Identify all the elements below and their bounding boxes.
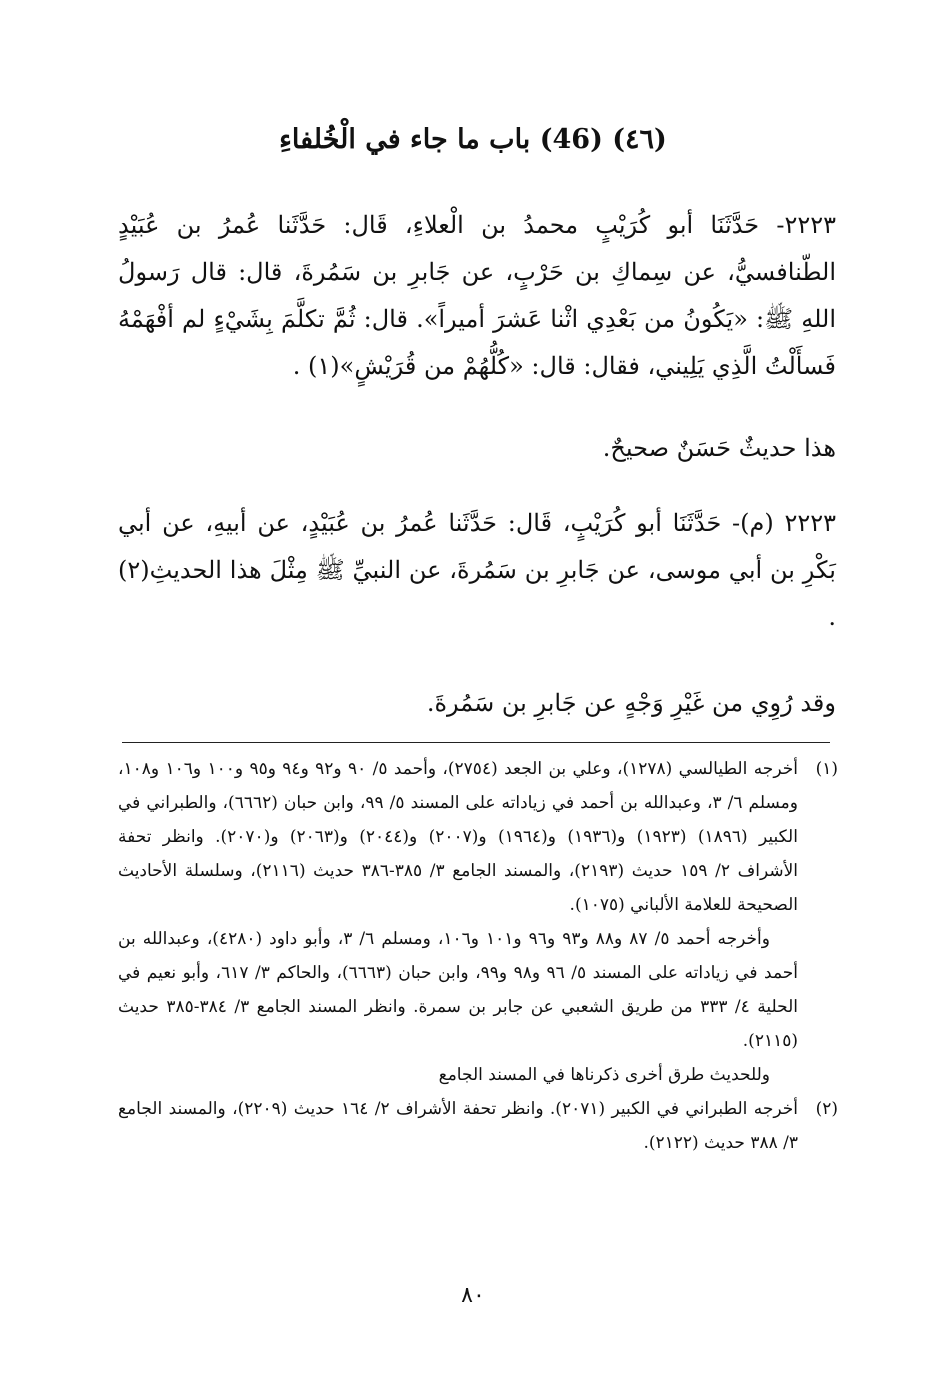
footnote-body <box>118 752 798 1092</box>
footnote-1 <box>118 752 838 1092</box>
chapter-title: (٤٦) (46) باب ما جاء في الْخُلفاءِ <box>279 124 667 155</box>
hadith-2223m-paragraph: ٢٢٢٣ (م)- حَدَّثَنَا أبو كُرَيْبٍ، قَال: حَدَّثَنا عُمرُ بن عُبَيْدٍ، عن أبيهِ، عن أبي بَكْرِ بن أبي موسى، عن جَابرِ بن سَمُرةَ، عن النبيِّ ﷺ مِثْلَ هذا الحديثِ(٢) . <box>118 509 836 631</box>
footnote-2 <box>118 1092 838 1160</box>
grading-paragraph: هذا حديثٌ حَسَنٌ صحيحٌ. <box>602 434 836 462</box>
hadith-2223-paragraph: ٢٢٢٣- حَدَّثَنَا أبو كُرَيْبٍ محمدُ بن الْعلاءِ، قَال: حَدَّثَنا عُمرُ بن عُبَيْدٍ الطّنافسيُّ، عن سِماكِ بن حَرْبٍ، عن جَابرِ بن سَمُرةَ، قال: قال رَسولُ اللهِ ﷺ: «يَكُونُ من بَعْدِي اثْنا عَشرَ أميراً». قال: ثُمَّ تكلَّمَ بِشَيْءٍ لم أفْهَمْهُ فَسأَلْتُ الَّذِي يَلِيني، فقال: قال: «كُلُّهُمْ من قُرَيْشٍ»(١) . <box>118 211 836 380</box>
footnote-number: (١) <box>815 759 838 779</box>
footnote-divider <box>122 742 830 743</box>
footnotes <box>118 752 838 1160</box>
footnote-line: أخرجه الطبراني في الكبير (٢٠٧١). وانظر تحفة الأشراف ٢/ ١٦٤ حديث (٢٢٠٩)، والمسند الجامع ٣/ ٣٨٨ حديث (٢١٢٢). <box>118 1099 799 1153</box>
footnote-line: أخرجه الطيالسي (١٢٧٨)، وعلي بن الجعد (٢٧٥٤)، وأحمد ٥/ ٩٠ و٩٢ و٩٤ و٩٥ و١٠٠ و١٠٦ و١٠٨، ومسلم ٦/ ٣، وعبدالله بن أحمد في زياداته على المسند ٥/ ٩٩، وابن حبان (٦٦٦٢)، والطبراني في الكبير (١٨٩٦) (١٩٢٣) و(١٩٣٦) و(١٩٦٤) و(٢٠٠٧) و(٢٠٤٤) و(٢٠٦٣) و(٢٠٧٠). وانظر تحفة الأشراف ٢/ ١٥٩ حديث (٢١٩٣)، والمسند الجامع ٣/ ٣٨٥-٣٨٦ حديث (٢١١٦)، وسلسلة الأحاديث الصحيحة للعلامة الألباني (١٠٧٥). <box>118 759 799 915</box>
narration-note-paragraph: وقد رُوِي من غَيْرِ وَجْهٍ عن جَابرِ بن سَمُرةَ. <box>426 689 836 717</box>
footnote-line: وللحديث طرق أخرى ذكرناها في المسند الجامع <box>438 1065 770 1085</box>
footnote-number: (٢) <box>815 1099 838 1119</box>
footnote-line: وأخرجه أحمد ٥/ ٨٧ و٨٨ و٩٣ و٩٦ و١٠١ و١٠٦، ومسلم ٦/ ٣، وأبو داود (٤٢٨٠)، وعبدالله بن أحمد في زياداته على المسند ٥/ ٩٦ و٩٨ و٩٩، وابن حبان (٦٦٦٣)، والحاكم ٣/ ٦١٧، وأبو نعيم في الحلية ٤/ ٣٣٣ من طريق الشعبي عن جابر بن سمرة. وانظر المسند الجامع ٣/ ٣٨٤-٣٨٥ حديث (٢١١٥). <box>118 929 799 1051</box>
page-number: ٨٠ <box>461 1283 485 1308</box>
footnote-body <box>118 1092 798 1160</box>
